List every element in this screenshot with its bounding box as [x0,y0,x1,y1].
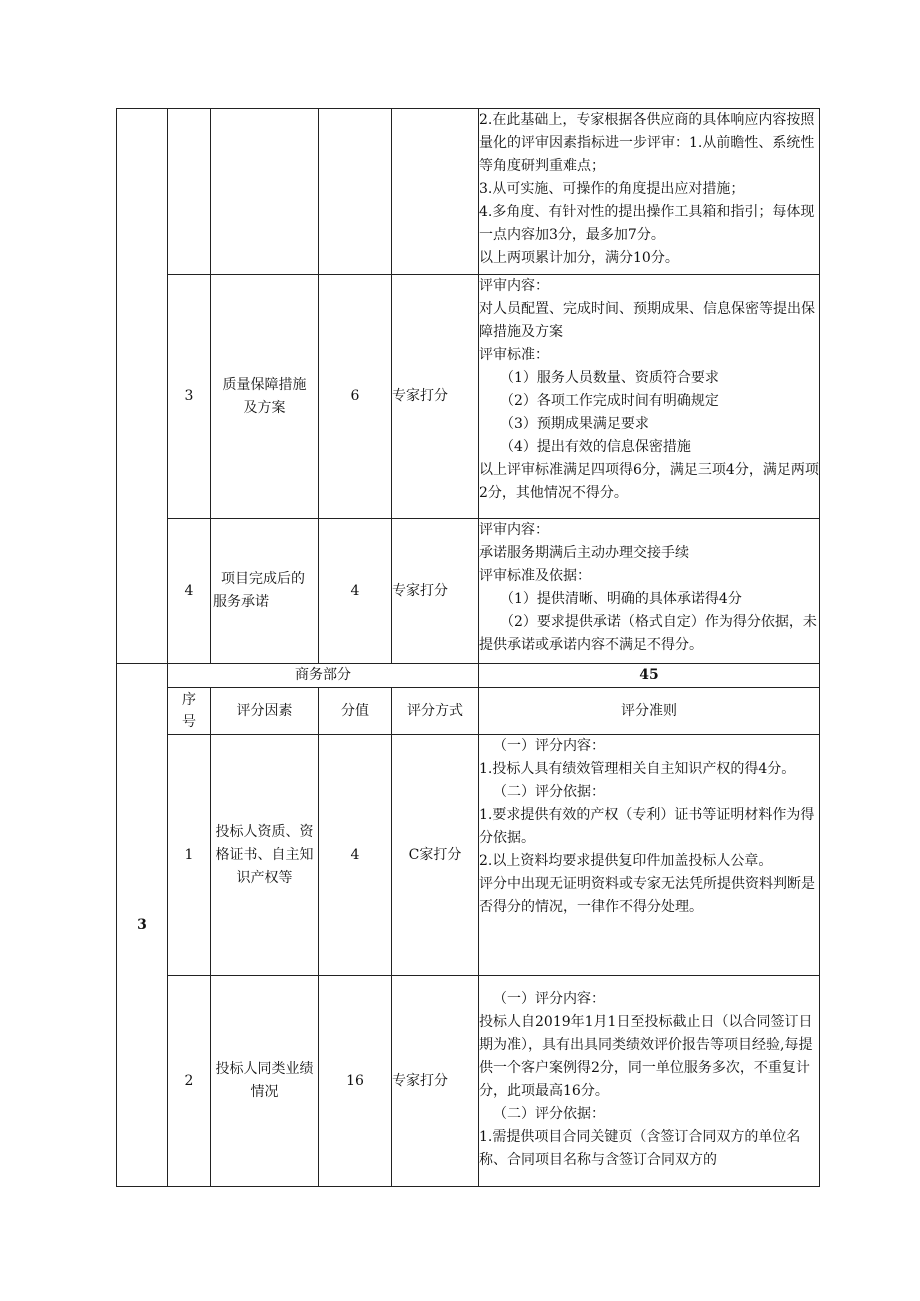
score-value: 4 [319,735,392,976]
header-criteria: 评分准则 [479,688,820,735]
row-number: 3 [168,275,211,519]
criteria-cell [479,735,820,976]
section-cell-empty [117,109,168,664]
criteria-line: 承诺服务期满后主动办理交接手续 [479,545,689,561]
table-row [117,519,820,664]
score-value: 16 [319,976,392,1187]
criteria-line: 以上两项累计加分，满分10分。 [479,250,679,266]
criteria-line: 评审内容： [479,278,549,294]
header-no: 序号 [168,688,211,735]
criteria-line: 1.要求提供有效的产权（专利）证书等证明材料作为得分依据。 [479,807,815,846]
table-row-continuation [117,109,820,275]
scoring-factor: 项目完成后的服务承诺 [211,519,319,664]
scoring-method: 专家打分 [392,275,479,519]
criteria-line: 4.多角度、有针对性的提出操作工具箱和指引；每体现一点内容加3分，最多加7分。 [479,204,815,243]
scoring-factor: 投标人资质、资格证书、自主知识产权等 [211,735,319,976]
criteria-line: （二）评分依据： [493,784,605,800]
criteria-line: 评审标准及依据： [479,568,591,584]
scoring-method: 专家打分 [392,976,479,1187]
header-method: 评分方式 [392,688,479,735]
scoring-factor: 质量保障措施及方案 [211,275,319,519]
criteria-line: （4）提出有效的信息保密措施 [500,439,691,455]
section-header-row [117,664,820,688]
header-factor: 评分因素 [211,688,319,735]
score-cell [319,109,392,275]
table-row [117,275,820,519]
criteria-line: （一）评分内容： [493,991,605,1007]
criteria-cell [479,109,820,275]
method-cell [392,109,479,275]
criteria-line: 2.以上资料均要求提供复印件加盖投标人公章。 [479,853,773,869]
scoring-factor: 投标人同类业绩情况 [211,976,319,1187]
row-number: 4 [168,519,211,664]
criteria-line: 投标人自2019年1月1日至投标截止日（以合同签订日期为准），具有出具同类绩效评价报告等项目经验,每提供一个客户案例得2分，同一单位服务多次，不重复计分，此项最高16分。 [479,1014,813,1099]
criteria-line: 1.需提供项目合同关键页（含签订合同双方的单位名称、合同项目名称与含签订合同双方的 [479,1129,801,1168]
criteria-line: 对人员配置、完成时间、预期成果、信息保密等提出保障措施及方案 [479,301,815,340]
table-row [117,735,820,976]
criteria-line: 评审内容： [479,522,549,538]
no-cell [168,109,211,275]
criteria-line: 评审标准： [479,347,549,363]
criteria-line: 评分中出现无证明资料或专家无法凭所提供资料判断是否得分的情况，一律作不得分处理。 [479,876,815,915]
header-score: 分值 [319,688,392,735]
scoring-table [116,108,820,1187]
section-total-score: 45 [479,664,820,688]
section-number: 3 [117,664,168,1187]
score-value: 6 [319,275,392,519]
section-title: 商务部分 [168,664,479,688]
criteria-line: （2）要求提供承诺（格式自定）作为得分依据，未提供承诺或承诺内容不满足不得分。 [479,614,817,653]
scoring-method: 专家打分 [392,519,479,664]
column-header-row [117,688,820,735]
scoring-method: C家打分 [392,735,479,976]
criteria-line: 以上评审标准满足四项得6分，满足三项4分，满足两项2分，其他情况不得分。 [479,462,819,501]
factor-cell [211,109,319,275]
criteria-line: 2.在此基础上，专家根据各供应商的具体响应内容按照量化的评审因素指标进一步评审：1.从前瞻性、系统性等角度研判重难点； [479,112,815,174]
criteria-line: （1）服务人员数量、资质符合要求 [500,370,719,386]
criteria-cell [479,976,820,1187]
row-number: 2 [168,976,211,1187]
criteria-line: （一）评分内容： [493,738,605,754]
criteria-line: （1）提供清晰、明确的具体承诺得4分 [500,591,742,607]
criteria-line: 1.投标人具有绩效管理相关自主知识产权的得4分。 [479,761,796,777]
criteria-cell [479,275,820,519]
row-number: 1 [168,735,211,976]
criteria-line: 3.从可实施、可操作的角度提出应对措施； [479,181,745,197]
criteria-cell [479,519,820,664]
criteria-line: （2）各项工作完成时间有明确规定 [500,393,719,409]
table-row [117,976,820,1187]
criteria-line: （二）评分依据： [493,1106,605,1122]
criteria-line: （3）预期成果满足要求 [500,416,649,432]
score-value: 4 [319,519,392,664]
